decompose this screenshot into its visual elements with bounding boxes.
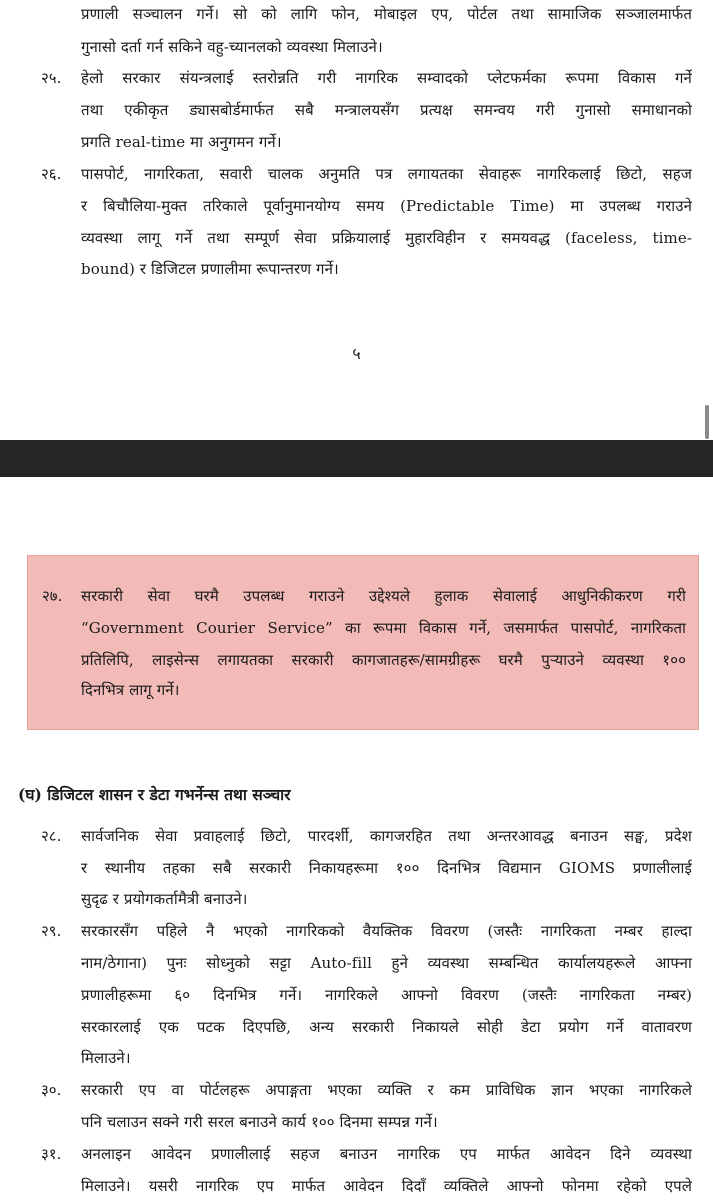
item-number: २६. [41, 165, 62, 183]
paragraph-line: तथा एकीकृत ड्यासबोर्डमार्फत सबै मन्त्रालयसँग प्रत्यक्ष समन्वय गरी गुनासो समाधानको [81, 101, 692, 119]
paragraph-line: दिनभित्र लागू गर्ने। [81, 681, 180, 699]
page-separator [0, 440, 713, 477]
item-number: २८. [41, 827, 62, 845]
paragraph-line: सुदृढ र प्रयोगकर्तामैत्री बनाउने। [81, 890, 248, 908]
paragraph-line: अनलाइन आवेदन प्रणालीलाई सहज बनाउन नागरिक एप मार्फत आवेदन दिने व्यवस्था [81, 1145, 692, 1163]
paragraph-line: सरकारी सेवा घरमै उपलब्ध गराउने उद्देश्यले हुलाक सेवालाई आधुनिकीकरण गरी [81, 587, 686, 605]
document-page-top [0, 0, 713, 440]
item-number: ३०. [41, 1081, 62, 1099]
scrollbar-thumb[interactable] [705, 405, 709, 439]
page-number: ५ [352, 344, 361, 363]
paragraph-line: हेलो सरकार संयन्त्रलाई स्तरोन्नति गरी नागरिक सम्वादको प्लेटफर्मका रूपमा विकास गर्ने [81, 69, 692, 87]
paragraph-line: सार्वजनिक सेवा प्रवाहलाई छिटो, पारदर्शी, कागजरहित तथा अन्तरआवद्ध बनाउन सङ्घ, प्रदेश [81, 827, 692, 845]
paragraph-line: “Government Courier Service” का रूपमा विकास गर्ने, जसमार्फत पासपोर्ट, नागरिकता [81, 619, 686, 637]
paragraph-line: सरकारलाई एक पटक दिएपछि, अन्य सरकारी निकायले सोही डेटा प्रयोग गर्ने वातावरण [81, 1018, 692, 1036]
paragraph-line: सरकारी एप वा पोर्टलहरू अपाङ्गता भएका व्यक्ति र कम प्राविधिक ज्ञान भएका नागरिकले [81, 1081, 692, 1099]
paragraph-line: र बिचौलिया-मुक्त तरिकाले पूर्वानुमानयोग्य समय (Predictable Time) मा उपलब्ध गराउने [81, 197, 692, 215]
paragraph-line: पासपोर्ट, नागरिकता, सवारी चालक अनुमति पत्र लगायतका सेवाहरू नागरिकलाई छिटो, सहज [81, 165, 692, 183]
paragraph-line: व्यवस्था लागू गर्ने तथा सम्पूर्ण सेवा प्रक्रियालाई मुहारविहीन र समयवद्ध (faceless, time- [81, 229, 692, 247]
item-number: २५. [41, 69, 62, 87]
item-number: ३१. [41, 1145, 62, 1163]
paragraph-line: र स्थानीय तहका सबै सरकारी निकायहरूमा १०० दिनभित्र विद्यमान GIOMS प्रणालीलाई [81, 859, 692, 877]
item-number: २९. [41, 922, 62, 940]
paragraph-line: प्रणालीहरूमा ६० दिनभित्र गर्ने। नागरिकले आफ्नो विवरण (जस्तैः नागरिकता नम्बर) [81, 986, 692, 1004]
paragraph-line: प्रतिलिपि, लाइसेन्स लगायतका सरकारी कागजातहरू/सामग्रीहरू घरमै पुऱ्याउने व्यवस्था १०० [81, 651, 686, 669]
paragraph-line: प्रणाली सञ्चालन गर्ने। सो को लागि फोन, मोबाइल एप, पोर्टल तथा सामाजिक सञ्जालमार्फत [81, 5, 692, 23]
paragraph-line: गुनासो दर्ता गर्न सकिने वहु-च्यानलको व्यवस्था मिलाउने। [81, 38, 383, 56]
paragraph-line: नाम/ठेगाना) पुनः सोध्नुको सट्टा Auto-fill हुने व्यवस्था सम्बन्धित कार्यालयहरूले आफ्ना [81, 954, 692, 972]
paragraph-line: मिलाउने। यसरी नागरिक एप मार्फत आवेदन दिदाँ व्यक्तिले आफ्नो फोनमा रहेको एपले [81, 1177, 692, 1195]
paragraph-line: bound) र डिजिटल प्रणालीमा रूपान्तरण गर्ने। [81, 260, 339, 278]
item-number: २७. [42, 587, 63, 605]
paragraph-line: प्रगति real-time मा अनुगमन गर्ने। [81, 133, 282, 151]
paragraph-line: मिलाउने। [81, 1049, 131, 1067]
section-heading: (घ) डिजिटल शासन र डेटा गभर्नेन्स तथा सञ्चार [18, 785, 291, 804]
highlighted-item [27, 555, 699, 730]
paragraph-line: सरकारसँग पहिले नै भएको नागरिकको वैयक्तिक विवरण (जस्तैः नागरिकता नम्बर हाल्दा [81, 922, 692, 940]
paragraph-line: पनि चलाउन सक्ने गरी सरल बनाउने कार्य १०० दिनमा सम्पन्न गर्ने। [81, 1113, 438, 1131]
